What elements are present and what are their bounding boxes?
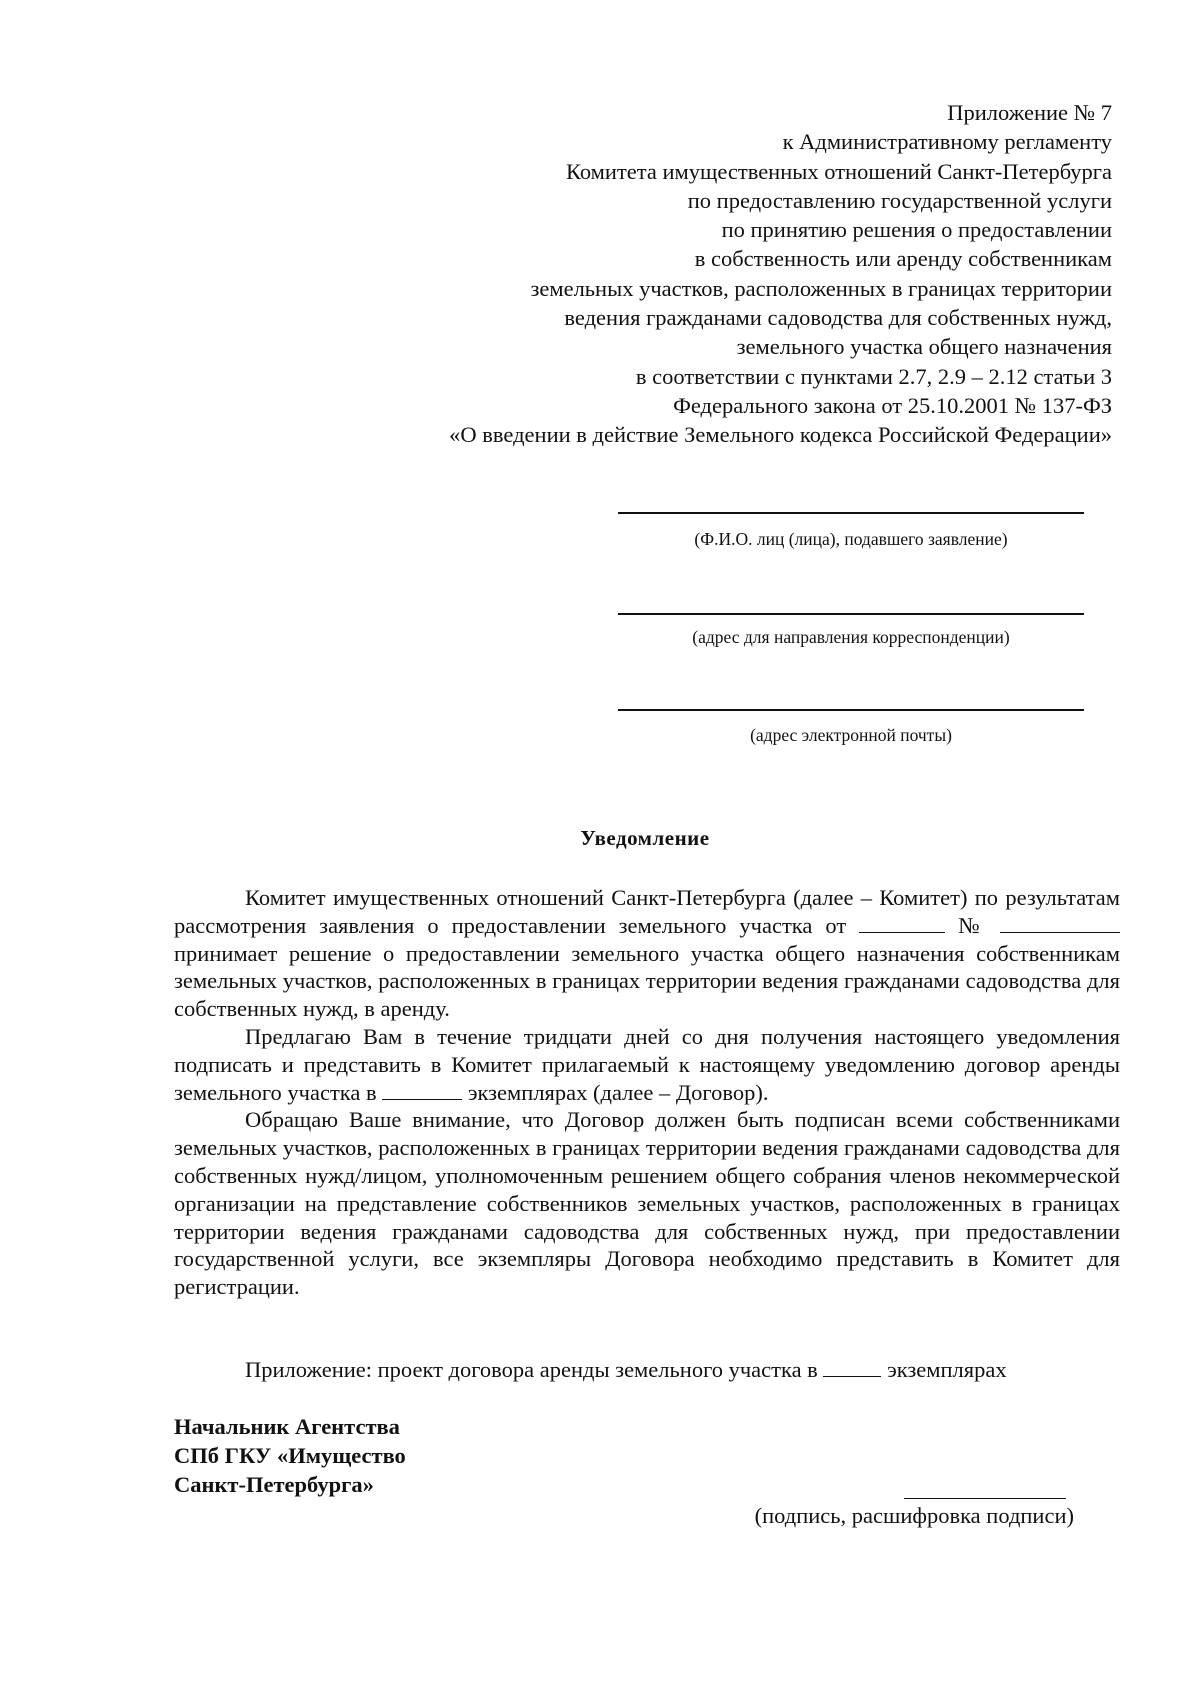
header-line: Комитета имущественных отношений Санкт-Петербурга — [565, 158, 1112, 184]
paragraph-decision: Комитет имущественных отношений Санкт-Петербурга (далее – Комитет) по результатам рассмотрения заявления о предоставлении земельного участка от № принимает решение о предоставлении земельного участка общего назначения собственникам земельных участков, расположенных в границах территории ведения гражданами садоводства для собственных нужд, в аренду. — [174, 885, 1120, 1022]
appendix-line: Приложение: проект договора аренды земельного участка в экземплярах — [245, 1357, 1007, 1382]
header-line: ведения гражданами садоводства для собственных нужд, — [564, 305, 1112, 331]
email-caption: (адрес электронной почты) — [750, 725, 952, 745]
date-blank[interactable] — [859, 912, 945, 933]
fio-caption: (Ф.И.О. лиц (лица), подавшего заявление) — [694, 529, 1008, 549]
appendix-header — [449, 98, 1112, 450]
signature-caption: (подпись, расшифровка подписи) — [754, 1503, 1074, 1528]
paragraph-proposal: Предлагаю Вам в течение тридцати дней со дня получения настоящего уведомления подписать и представить в Комитет прилагаемый к настоящему уведомлению договор аренды земельного участка в экземплярах (далее – Договор). — [174, 1023, 1120, 1105]
header-line: земельных участков, расположенных в границах территории — [530, 275, 1112, 301]
header-line: в собственность или аренду собственникам — [694, 246, 1112, 272]
header-line: «О введении в действие Земельного кодекса Российской Федерации» — [449, 422, 1112, 448]
address-blank-line[interactable] — [618, 613, 1084, 615]
header-line: к Административному регламенту — [782, 129, 1112, 155]
signature-blank-line[interactable] — [904, 1498, 1066, 1499]
signer-line: Санкт-Петербурга» — [174, 1472, 374, 1497]
document-title: Уведомление — [580, 826, 710, 850]
signer-line: Начальник Агентства — [174, 1414, 400, 1439]
header-line: Приложение № 7 — [947, 100, 1112, 125]
fio-blank-line[interactable] — [618, 512, 1084, 514]
email-blank-line[interactable] — [618, 709, 1084, 711]
header-line: Федерального закона от 25.10.2001 № 137-ФЗ — [673, 392, 1112, 418]
paragraph-attention: Обращаю Ваше внимание, что Договор должен быть подписан всеми собственниками земельных участков, расположенных в границах территории ведения гражданами садоводства для собственных нужд/лицом, уполномоченным решением общего собрания членов некоммерческой организации на представление собственников земельных участков, расположенных в границах территории ведения гражданами садоводства для собственных нужд, при предоставлении государственной услуги, все экземпляры Договора необходимо представить в Комитет для регистрации. — [174, 1107, 1120, 1300]
signer-line: СПб ГКУ «Имущество — [174, 1443, 406, 1468]
number-blank[interactable] — [1000, 912, 1120, 933]
header-line: по предоставлению государственной услуги — [687, 187, 1112, 213]
notice-body — [174, 884, 1120, 1301]
appendix-copies-blank[interactable] — [823, 1356, 881, 1377]
header-line: в соответствии с пунктами 2.7, 2.9 – 2.12 статьи 3 — [635, 363, 1112, 389]
signer-block — [174, 1412, 406, 1499]
address-caption: (адрес для направления корреспонденции) — [692, 627, 1010, 647]
header-line: по принятию решения о предоставлении — [721, 217, 1112, 243]
copies-blank[interactable] — [382, 1079, 462, 1100]
header-line: земельного участка общего назначения — [736, 334, 1112, 360]
